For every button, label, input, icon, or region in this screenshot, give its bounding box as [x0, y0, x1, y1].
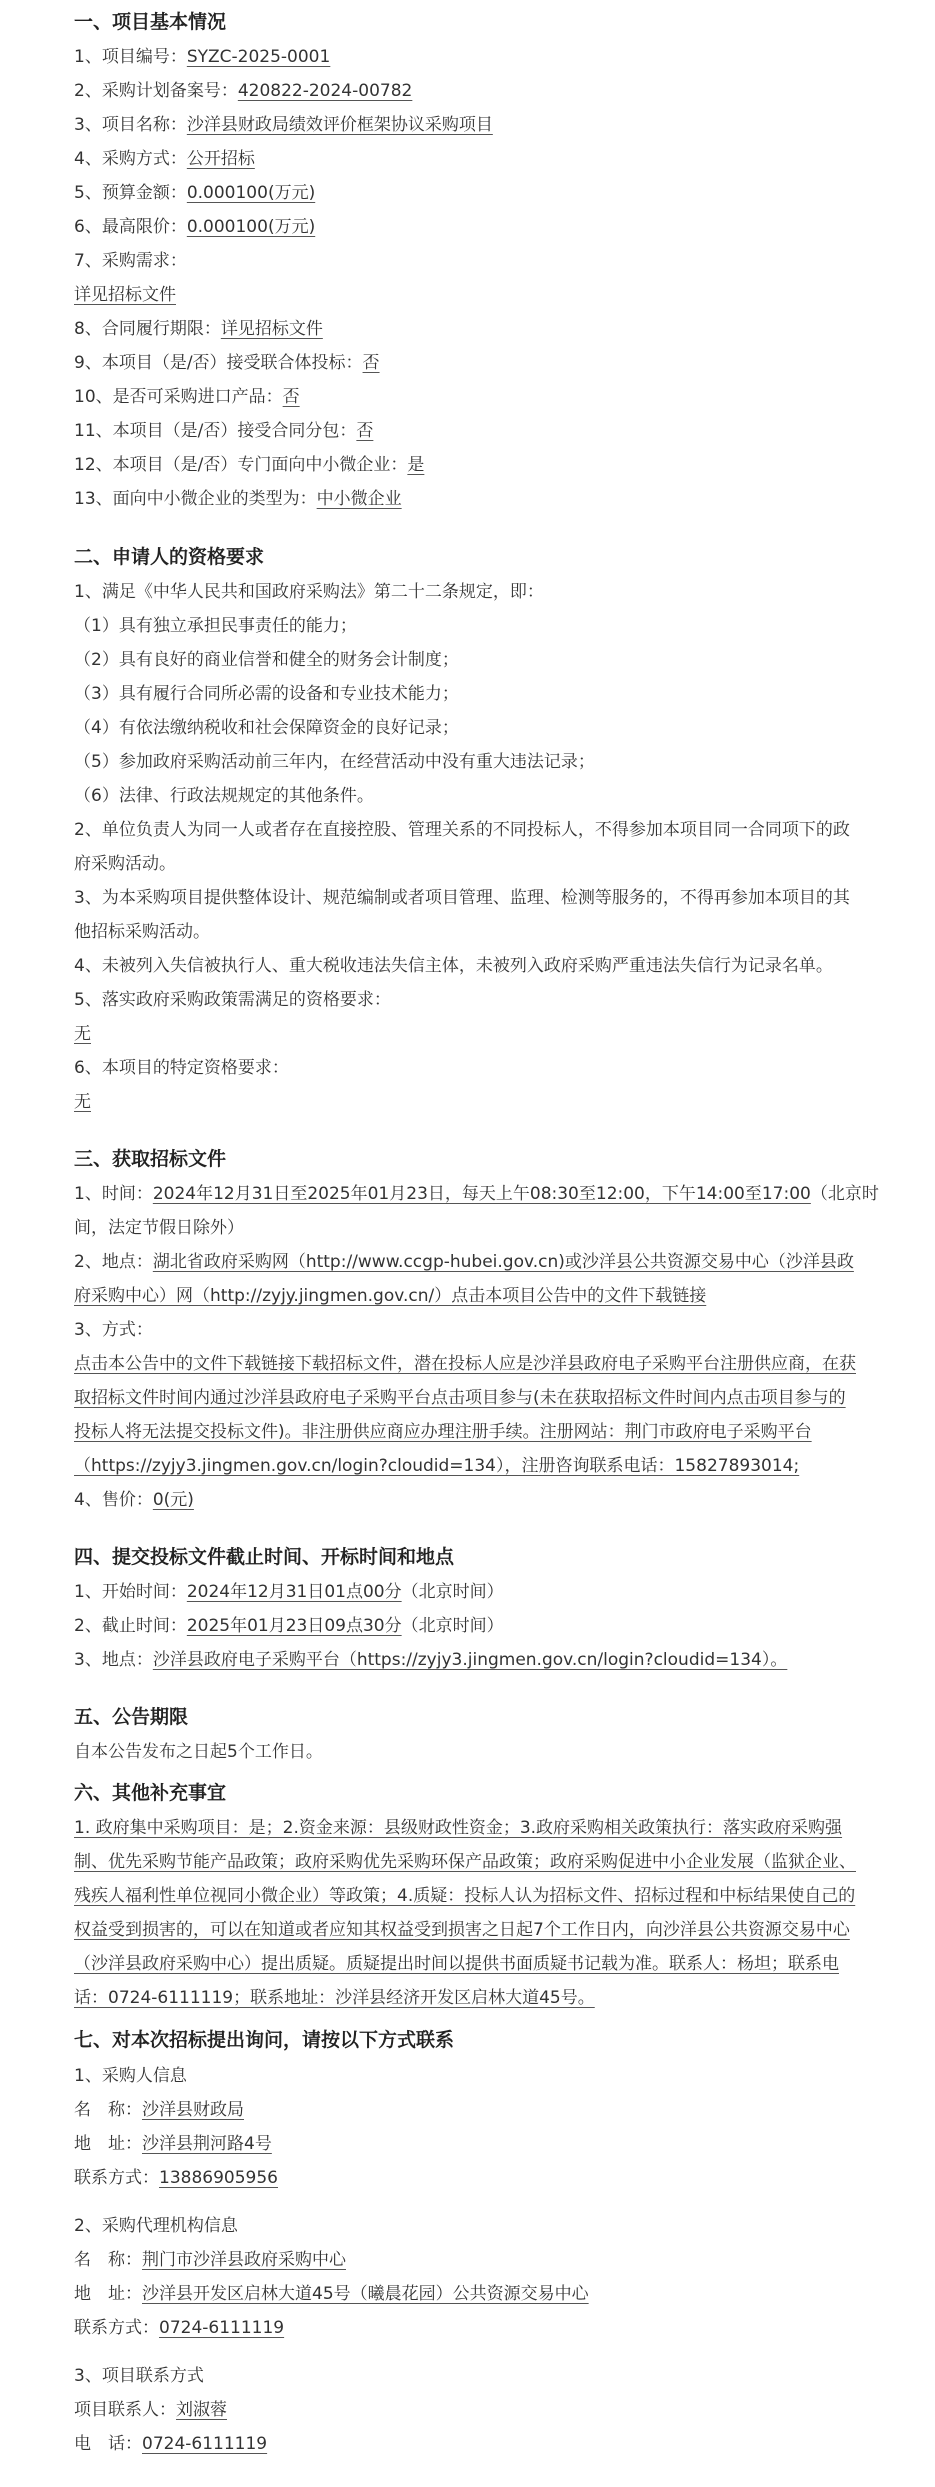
obtain-place-value-line-2: 府采购中心）网（http://zyjy.jingmen.gov.cn/）点击本项目公告中的文件下载链接 — [74, 1286, 707, 1306]
section-6-title: 六、其他补充事宜 — [74, 1782, 227, 1804]
project-name-row — [74, 115, 493, 135]
consortium-label: 9、本项目（是/否）接受联合体投标： — [74, 353, 363, 373]
deadline-value: 2025年01月23日09点30分 — [186, 1616, 402, 1636]
start-time-value: 2024年12月31日01点00分 — [186, 1582, 402, 1602]
deadline-label: 2、截止时间： — [74, 1616, 187, 1636]
price-label: 4、售价： — [74, 1490, 153, 1510]
section-1-title: 一、项目基本情况 — [74, 11, 227, 33]
bid-place-row — [74, 1650, 787, 1670]
agency-contact-value: 0724-6111119 — [159, 2318, 285, 2338]
qualification-item-3-line-1: 3、为本采购项目提供整体设计、规范编制或者项目管理、监理、检测等服务的，不得再参加本项目的其 — [74, 888, 850, 908]
deadline-note: （北京时间） — [401, 1616, 504, 1636]
project-name-label: 3、项目名称： — [74, 115, 187, 135]
obtain-method-line-2: 取招标文件时间内通过沙洋县政府电子采购平台点击项目参与(未在获取招标文件时间内点击项目参与的 — [74, 1388, 846, 1408]
contract-period-label: 8、合同履行期限： — [74, 319, 221, 339]
purchaser-name-value: 沙洋县财政局 — [142, 2100, 244, 2120]
agency-name-row — [74, 2250, 346, 2270]
obtain-time-value: 2024年12月31日至2025年01月23日，每天上午08:30至12:00，下午14:00至17:00 — [152, 1184, 811, 1204]
purchaser-address-row — [74, 2134, 272, 2154]
qualification-condition-3: （3）具有履行合同所必需的设备和专业技术能力； — [74, 684, 459, 704]
agency-address-value: 沙洋县开发区启林大道45号（曦晨花园）公共资源交易中心 — [142, 2284, 589, 2304]
bid-place-value: 沙洋县政府电子采购平台（https://zyjy3.jingmen.gov.cn/login?cloudid=134）。 — [152, 1650, 788, 1670]
subcontract-row — [74, 421, 373, 441]
start-time-row — [74, 1582, 504, 1602]
purchaser-name-row — [74, 2100, 244, 2120]
agency-name-value: 荆门市沙洋县政府采购中心 — [142, 2250, 346, 2270]
obtain-method-line-4: （https://zyjy3.jingmen.gov.cn/login?cloudid=134），注册咨询联系电话：15827893014; — [74, 1456, 800, 1476]
supplement-line-1: 1. 政府集中采购项目：是；2.资金来源：县级财政性资金；3.政府采购相关政策执行：落实政府采购强 — [74, 1818, 843, 1838]
section-3-title: 三、获取招标文件 — [74, 1148, 227, 1170]
qualification-item-6: 6、本项目的特定资格要求： — [74, 1058, 289, 1078]
qualification-item-1: 1、满足《中华人民共和国政府采购法》第二十二条规定，即： — [74, 582, 544, 602]
obtain-method-line-3: 投标人将无法提交投标文件)。非注册供应商应办理注册手续。注册网站：荆门市政府电子采购平台 — [74, 1422, 812, 1442]
project-number-value: SYZC-2025-0001 — [186, 47, 331, 67]
subcontract-label: 11、本项目（是/否）接受合同分包： — [74, 421, 357, 441]
import-products-value: 否 — [282, 387, 300, 407]
contract-period-row — [74, 319, 323, 339]
sme-type-label: 13、面向中小微企业的类型为： — [74, 489, 317, 509]
qualification-item-3-line-2: 他招标采购活动。 — [74, 922, 210, 942]
supplement-line-4: 权益受到损害的，可以在知道或者应知其权益受到损害之日起7个工作日内，向沙洋县公共资源交易中心 — [74, 1920, 850, 1940]
section-4-title: 四、提交投标文件截止时间、开标时间和地点 — [74, 1546, 455, 1568]
project-contact-title: 3、项目联系方式 — [74, 2366, 204, 2386]
purchaser-info-title: 1、采购人信息 — [74, 2066, 187, 2086]
start-time-label: 1、开始时间： — [74, 1582, 187, 1602]
purchaser-address-label: 地 址： — [74, 2134, 142, 2154]
project-contact-phone-row — [74, 2434, 267, 2454]
bid-place-label: 3、地点： — [74, 1650, 153, 1670]
consortium-row — [74, 353, 380, 373]
obtain-time-row — [74, 1184, 879, 1204]
purchaser-name-label: 名 称： — [74, 2100, 142, 2120]
project-contact-person-row — [74, 2400, 227, 2420]
contract-period-value: 详见招标文件 — [220, 319, 323, 339]
obtain-method-label: 3、方式： — [74, 1320, 153, 1340]
import-products-label: 10、是否可采购进口产品： — [74, 387, 283, 407]
agency-info-title: 2、采购代理机构信息 — [74, 2216, 238, 2236]
agency-address-label: 地 址： — [74, 2284, 142, 2304]
max-price-value: 0.000100(万元) — [186, 217, 316, 237]
qualification-condition-2: （2）具有良好的商业信誉和健全的财务会计制度； — [74, 650, 459, 670]
obtain-place-value-line-1: 湖北省政府采购网（http://www.ccgp-hubei.gov.cn)或沙洋县公共资源交易中心（沙洋县政 — [152, 1252, 854, 1272]
purchaser-contact-row — [74, 2168, 278, 2188]
deadline-row — [74, 1616, 504, 1636]
procurement-needs-value: 详见招标文件 — [74, 285, 176, 305]
procurement-method-row — [74, 149, 255, 169]
qualification-condition-6: （6）法律、行政法规规定的其他条件。 — [74, 786, 374, 806]
agency-name-label: 名 称： — [74, 2250, 142, 2270]
supplement-line-6: 话：0724-6111119；联系地址：沙洋县经济开发区启林大道45号。 — [74, 1988, 595, 2008]
project-name-value: 沙洋县财政局绩效评价框架协议采购项目 — [186, 115, 493, 135]
section-2-title: 二、申请人的资格要求 — [74, 546, 265, 568]
qualification-item-5: 5、落实政府采购政策需满足的资格要求： — [74, 990, 391, 1010]
announcement-period-text: 自本公告发布之日起5个工作日。 — [74, 1742, 323, 1762]
procurement-method-value: 公开招标 — [186, 149, 255, 169]
plan-record-number-value: 420822-2024-00782 — [237, 81, 413, 101]
supplement-line-5: （沙洋县政府采购中心）提出质疑。质疑提出时间以提供书面质疑书记载为准。联系人：杨坦；联系电 — [74, 1954, 839, 1974]
qualification-condition-4: （4）有依法缴纳税收和社会保障资金的良好记录； — [74, 718, 459, 738]
consortium-value: 否 — [362, 353, 380, 373]
obtain-place-label: 2、地点： — [74, 1252, 153, 1272]
plan-record-number-label: 2、采购计划备案号： — [74, 81, 238, 101]
procurement-method-label: 4、采购方式： — [74, 149, 187, 169]
budget-amount-label: 5、预算金额： — [74, 183, 187, 203]
obtain-time-note-line-2: 间，法定节假日除外） — [74, 1218, 244, 1238]
qualification-item-5-value: 无 — [74, 1024, 91, 1044]
budget-amount-value: 0.000100(万元) — [186, 183, 316, 203]
qualification-item-4: 4、未被列入失信被执行人、重大税收违法失信主体，未被列入政府采购严重违法失信行为记录名单。 — [74, 956, 833, 976]
sme-type-value: 中小微企业 — [316, 489, 402, 509]
purchaser-address-value: 沙洋县荆河路4号 — [142, 2134, 272, 2154]
sme-only-value: 是 — [407, 455, 425, 475]
project-contact-person-value: 刘淑蓉 — [176, 2400, 227, 2420]
import-products-row — [74, 387, 300, 407]
sme-type-row — [74, 489, 402, 509]
qualification-condition-1: （1）具有独立承担民事责任的能力； — [74, 616, 357, 636]
purchaser-contact-label: 联系方式： — [74, 2168, 159, 2188]
max-price-label: 6、最高限价： — [74, 217, 187, 237]
start-time-note: （北京时间） — [401, 1582, 504, 1602]
section-7-title: 七、对本次招标提出询问，请按以下方式联系 — [74, 2029, 455, 2051]
section-5-title: 五、公告期限 — [74, 1706, 189, 1728]
project-contact-phone-label: 电 话： — [74, 2434, 142, 2454]
supplement-line-2: 制、优先采购节能产品政策；政府采购优先采购环保产品政策；政府采购促进中小企业发展（监狱企业、 — [74, 1852, 856, 1872]
project-contact-person-label: 项目联系人： — [74, 2400, 176, 2420]
qualification-item-2-line-2: 府采购活动。 — [74, 854, 176, 874]
obtain-time-label: 1、时间： — [74, 1184, 153, 1204]
agency-contact-label: 联系方式： — [74, 2318, 159, 2338]
price-value: 0(元) — [152, 1490, 194, 1510]
supplement-line-3: 残疾人福利性单位视同小微企业）等政策；4.质疑：投标人认为招标文件、招标过程和中标结果使自己的 — [74, 1886, 856, 1906]
agency-address-row — [74, 2284, 589, 2304]
project-number-label: 1、项目编号： — [74, 47, 187, 67]
project-contact-phone-value: 0724-6111119 — [142, 2434, 268, 2454]
budget-amount-row — [74, 183, 315, 203]
procurement-needs-label: 7、采购需求： — [74, 251, 187, 271]
sme-only-label: 12、本项目（是/否）专门面向中小微企业： — [74, 455, 408, 475]
purchaser-contact-value: 13886905956 — [159, 2168, 278, 2188]
sme-only-row — [74, 455, 424, 475]
qualification-item-6-value: 无 — [74, 1092, 91, 1112]
subcontract-value: 否 — [356, 421, 374, 441]
plan-record-number-row — [74, 81, 412, 101]
agency-contact-row — [74, 2318, 284, 2338]
max-price-row — [74, 217, 315, 237]
obtain-method-line-1: 点击本公告中的文件下载链接下载招标文件，潜在投标人应是沙洋县政府电子采购平台注册供应商，在获 — [74, 1354, 856, 1374]
project-number-row — [74, 47, 330, 67]
qualification-item-2-line-1: 2、单位负责人为同一人或者存在直接控股、管理关系的不同投标人，不得参加本项目同一合同项下的政 — [74, 820, 850, 840]
price-row — [74, 1490, 194, 1510]
obtain-time-note: （北京时 — [810, 1184, 879, 1204]
qualification-condition-5: （5）参加政府采购活动前三年内，在经营活动中没有重大违法记录； — [74, 752, 595, 772]
obtain-place-row — [74, 1252, 854, 1272]
